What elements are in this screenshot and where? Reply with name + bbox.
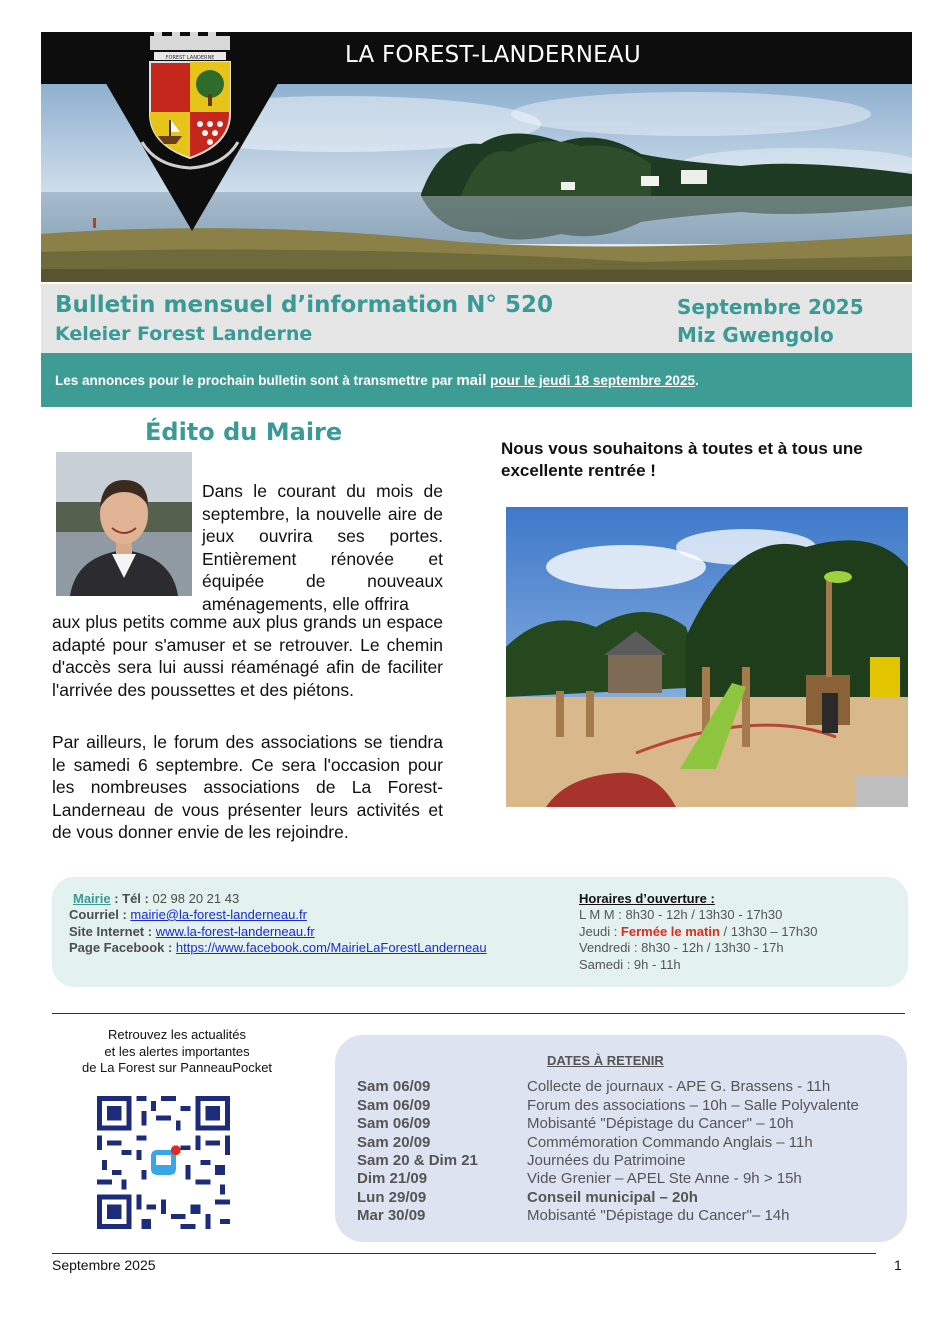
hours-title: Horaires d’ouverture : xyxy=(579,891,715,906)
edito-title: Édito du Maire xyxy=(145,418,343,446)
email-link[interactable]: mairie@la-forest-landerneau.fr xyxy=(130,907,307,922)
hours-lmm: L M M : 8h30 - 12h / 13h30 - 17h30 xyxy=(579,907,783,922)
bulletin-subtitle-breton: Keleier Forest Landerne xyxy=(55,323,313,345)
panneaupocket-text: Retrouvez les actualités et les alertes importantes de La Forest sur PanneauPocket xyxy=(81,1027,273,1075)
town-name: LA FOREST-LANDERNEAU xyxy=(345,42,641,68)
edito-paragraph-1-continued: aux plus petits comme aux plus grands un espace adapté pour s'amuser et se retrouver. Le chemin d'accès sera lui aussi réaménagé afin de faciliter l'arrivée des poussettes et des piétons. xyxy=(52,612,443,700)
page-number: 1 xyxy=(894,1257,902,1273)
mayor-portrait-photo xyxy=(56,452,192,596)
contact-phone: Mairie : Tél : 02 98 20 21 43 xyxy=(73,891,240,906)
footer-divider xyxy=(52,1253,876,1254)
facebook-link[interactable]: https://www.facebook.com/MairieLaForestLanderneau xyxy=(175,940,487,955)
contact-email: Courriel : mairie@la-forest-landerneau.fr xyxy=(69,907,307,922)
edito-paragraph-1: Dans le courant du mois de septembre, la nouvelle aire de jeux ouvrira ses portes. Entièrement rénovée et équipée de nouveaux aménagements, elle offrira xyxy=(202,481,443,614)
hours-jeudi: Jeudi : Fermée le matin / 13h30 – 17h30 xyxy=(579,924,818,939)
footer-date: Septembre 2025 xyxy=(52,1257,156,1273)
mairie-link[interactable]: Mairie xyxy=(73,891,111,906)
contact-website: Site Internet : www.la-forest-landerneau.fr xyxy=(69,924,315,939)
bulletin-title: Bulletin mensuel d’information N° 520 xyxy=(55,292,553,318)
issue-month: Septembre 2025 xyxy=(677,295,864,319)
dates-title: DATES À RETENIR xyxy=(547,1053,664,1068)
hours-vendredi: Vendredi : 8h30 - 12h / 13h30 - 17h xyxy=(579,940,784,955)
issue-month-breton: Miz Gwengolo xyxy=(677,323,834,347)
contact-facebook: Page Facebook : https://www.facebook.com/MairieLaForestLanderneau xyxy=(69,940,487,955)
welcome-message: Nous vous souhaitons à toutes et à tous une excellente rentrée ! xyxy=(501,439,863,480)
edito-paragraph-2: Par ailleurs, le forum des associations se tiendra le samedi 6 septembre. Ce sera l'occasion pour les nombreuses associations de La Forest-Landerneau de vous présenter leurs activités et de vous donner envie de les rejoindre. xyxy=(52,732,443,842)
panneaupocket-qr-code[interactable] xyxy=(96,1096,231,1229)
section-divider xyxy=(52,1013,905,1014)
hours-samedi: Samedi : 9h - 11h xyxy=(579,957,681,972)
submission-notice: Les annonces pour le prochain bulletin sont à transmettre par mail pour le jeudi 18 septembre 2025. xyxy=(55,372,699,389)
playground-photo xyxy=(506,507,908,807)
town-crest-emblem xyxy=(76,32,308,231)
crest-motto: FOREST LANDERNE xyxy=(165,55,215,61)
website-link[interactable]: www.la-forest-landerneau.fr xyxy=(155,924,315,939)
